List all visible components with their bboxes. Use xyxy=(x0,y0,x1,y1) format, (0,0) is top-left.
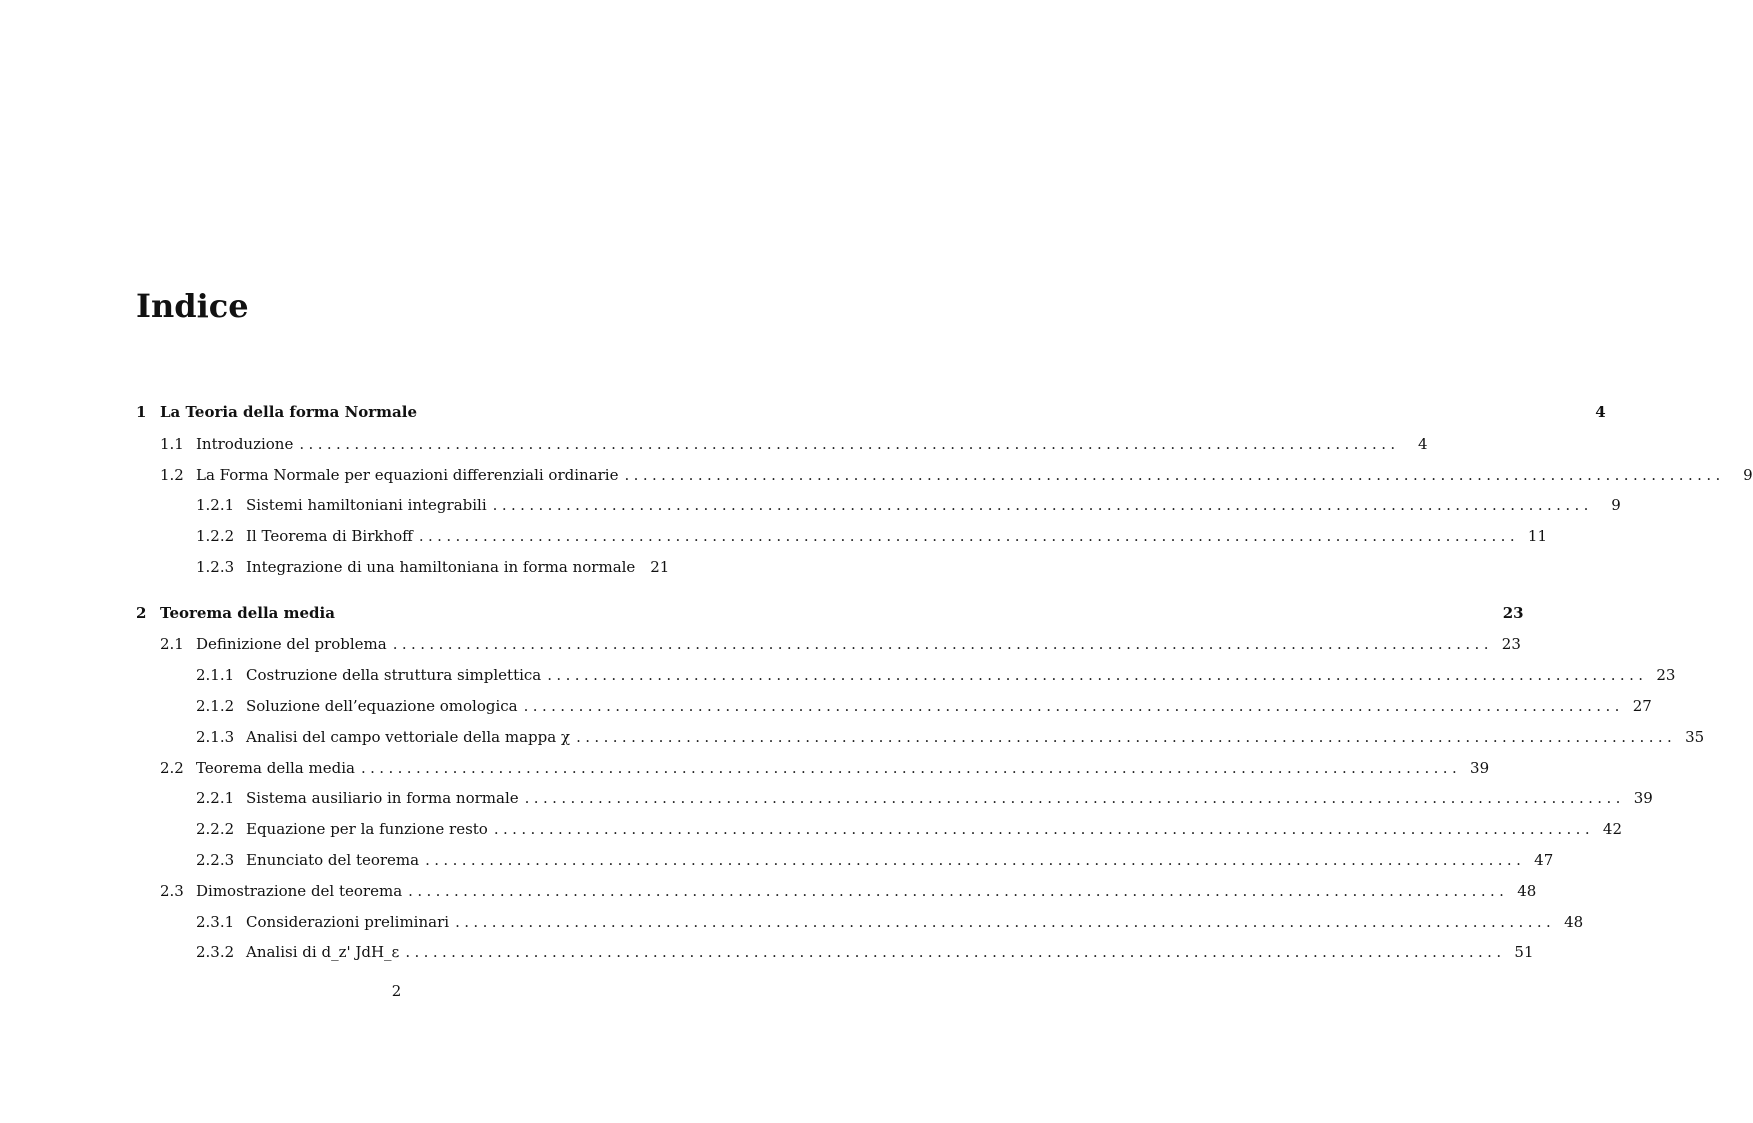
toc-entry-section-2-2[interactable] xyxy=(160,757,1490,779)
toc-entry-title: Analisi di d_z' JdH_ε xyxy=(246,943,400,961)
toc-entry-subsection-2-2-3[interactable] xyxy=(196,849,1554,871)
toc-entry-number: 2.1 xyxy=(160,635,184,653)
toc-entry-number: 2.3.2 xyxy=(196,943,235,961)
toc-entry-subsection-2-2-1[interactable] xyxy=(196,787,1653,809)
toc-entry-chapter-2[interactable] xyxy=(136,602,1524,624)
toc-entry-page: 39 xyxy=(1633,789,1653,807)
toc-entry-number: 1.2 xyxy=(160,466,184,484)
toc-entry-page: 4 xyxy=(1595,403,1606,421)
toc-entry-page: 11 xyxy=(1527,527,1547,545)
toc-entry-page: 23 xyxy=(1502,604,1524,622)
toc-entry-section-2-1[interactable] xyxy=(160,633,1521,655)
leader-dots: ........................................................................................................................ xyxy=(405,943,1506,961)
toc-entry-title: Teorema della media xyxy=(196,759,355,777)
page-number: 2 xyxy=(391,982,402,1000)
toc-entry-number: 2 xyxy=(136,604,147,622)
toc-entry-page: 4 xyxy=(1417,435,1428,453)
toc-entry-subsection-1-2-3[interactable] xyxy=(196,556,670,578)
toc-entry-subsection-2-3-2[interactable] xyxy=(196,941,1534,963)
toc-entry-number: 2.1.2 xyxy=(196,697,235,715)
toc-entry-title: Equazione per la funzione resto xyxy=(246,820,488,838)
toc-entry-number: 2.2 xyxy=(160,759,184,777)
toc-entry-page: 48 xyxy=(1517,882,1537,900)
leader-dots: ........................................................................................................................ xyxy=(425,851,1526,869)
toc-entry-title: Sistemi hamiltoniani integrabili xyxy=(246,496,487,514)
toc-entry-subsection-2-3-1[interactable] xyxy=(196,911,1584,933)
leader-dots: ........................................................................................................................ xyxy=(408,882,1509,900)
leader-dots: ........................................................................................................................ xyxy=(624,466,1725,484)
toc-entry-title: Sistema ausiliario in forma normale xyxy=(246,789,519,807)
toc-entry-title: Teorema della media xyxy=(160,604,335,622)
leader-dots: ........................................................................................................................ xyxy=(360,759,1462,777)
leader-dots: ........................................................................................................................ xyxy=(299,435,1400,453)
toc-entry-page: 27 xyxy=(1632,697,1652,715)
toc-entry-subsection-1-2-1[interactable] xyxy=(196,494,1621,516)
toc-entry-section-1-2[interactable] xyxy=(160,464,1753,486)
leader-dots: ........................................................................................................................ xyxy=(523,697,1624,715)
toc-entry-number: 1.2.3 xyxy=(196,558,235,576)
toc-entry-title: La Forma Normale per equazioni differenziali ordinarie xyxy=(196,466,619,484)
toc-entry-number: 2.3 xyxy=(160,882,184,900)
toc-entry-subsection-2-2-2[interactable] xyxy=(196,818,1623,840)
toc-entry-page: 48 xyxy=(1564,913,1584,931)
toc-entry-section-1-1[interactable] xyxy=(160,433,1428,455)
toc-entry-title: Enunciato del teorema xyxy=(246,851,420,869)
toc-entry-title: Considerazioni preliminari xyxy=(246,913,450,931)
toc-entry-number: 1.2.2 xyxy=(196,527,235,545)
toc-entry-title: La Teoria della forma Normale xyxy=(160,403,418,421)
leader-dots: ........................................................................................................................ xyxy=(392,635,1493,653)
toc-entry-page: 51 xyxy=(1514,943,1534,961)
toc-entry-page: 42 xyxy=(1602,820,1623,838)
toc-entry-subsection-2-1-1[interactable] xyxy=(196,664,1676,686)
leader-dots: ........................................................................................................................ xyxy=(418,527,1519,545)
toc-entry-page: 39 xyxy=(1470,759,1490,777)
toc-entry-title: Costruzione della struttura simplettica xyxy=(246,666,542,684)
leader-dots: ........................................................................................................................ xyxy=(493,820,1595,838)
toc-entry-title: Dimostrazione del teorema xyxy=(196,882,403,900)
toc-entry-subsection-2-1-2[interactable] xyxy=(196,695,1652,717)
toc-entry-title: Integrazione di una hamiltoniana in forma normale xyxy=(246,558,636,576)
toc-entry-title: Il Teorema di Birkhoff xyxy=(246,527,413,545)
toc-entry-page: 9 xyxy=(1743,466,1753,484)
toc-entry-subsection-2-1-3[interactable] xyxy=(196,726,1705,748)
toc-entry-number: 1.2.1 xyxy=(196,496,235,514)
leader-dots: ........................................................................................................................ xyxy=(492,496,1593,514)
toc-entry-title: Analisi del campo vettoriale della mappa χ xyxy=(246,728,571,746)
toc-entry-page: 35 xyxy=(1685,728,1705,746)
toc-entry-number: 2.2.2 xyxy=(196,820,235,838)
toc-entry-title: Definizione del problema xyxy=(196,635,387,653)
toc-entry-number: 1.1 xyxy=(160,435,184,453)
toc-entry-section-2-3[interactable] xyxy=(160,880,1537,902)
leader-dots: ........................................................................................................................ xyxy=(547,666,1648,684)
toc-entry-page: 9 xyxy=(1611,496,1621,514)
toc-entry-number: 2.1.3 xyxy=(196,728,235,746)
toc-entry-page: 21 xyxy=(650,558,670,576)
page-title: Indice xyxy=(136,287,249,325)
toc-entry-number: 2.3.1 xyxy=(196,913,235,931)
toc-entry-subsection-1-2-2[interactable] xyxy=(196,525,1547,547)
toc-entry-chapter-1[interactable] xyxy=(136,401,1606,423)
toc-entry-number: 2.1.1 xyxy=(196,666,235,684)
toc-entry-page: 23 xyxy=(1656,666,1676,684)
leader-dots: ........................................................................................................................ xyxy=(576,728,1677,746)
leader-dots: ........................................................................................................................ xyxy=(524,789,1625,807)
toc-entry-title: Introduzione xyxy=(196,435,294,453)
toc-entry-number: 1 xyxy=(136,403,147,421)
toc-entry-page: 47 xyxy=(1534,851,1554,869)
toc-entry-title: Soluzione dell’equazione omologica xyxy=(246,697,518,715)
toc-entry-number: 2.2.1 xyxy=(196,789,235,807)
toc-entry-number: 2.2.3 xyxy=(196,851,235,869)
toc-entry-page: 23 xyxy=(1501,635,1521,653)
leader-dots: ........................................................................................................................ xyxy=(455,913,1556,931)
